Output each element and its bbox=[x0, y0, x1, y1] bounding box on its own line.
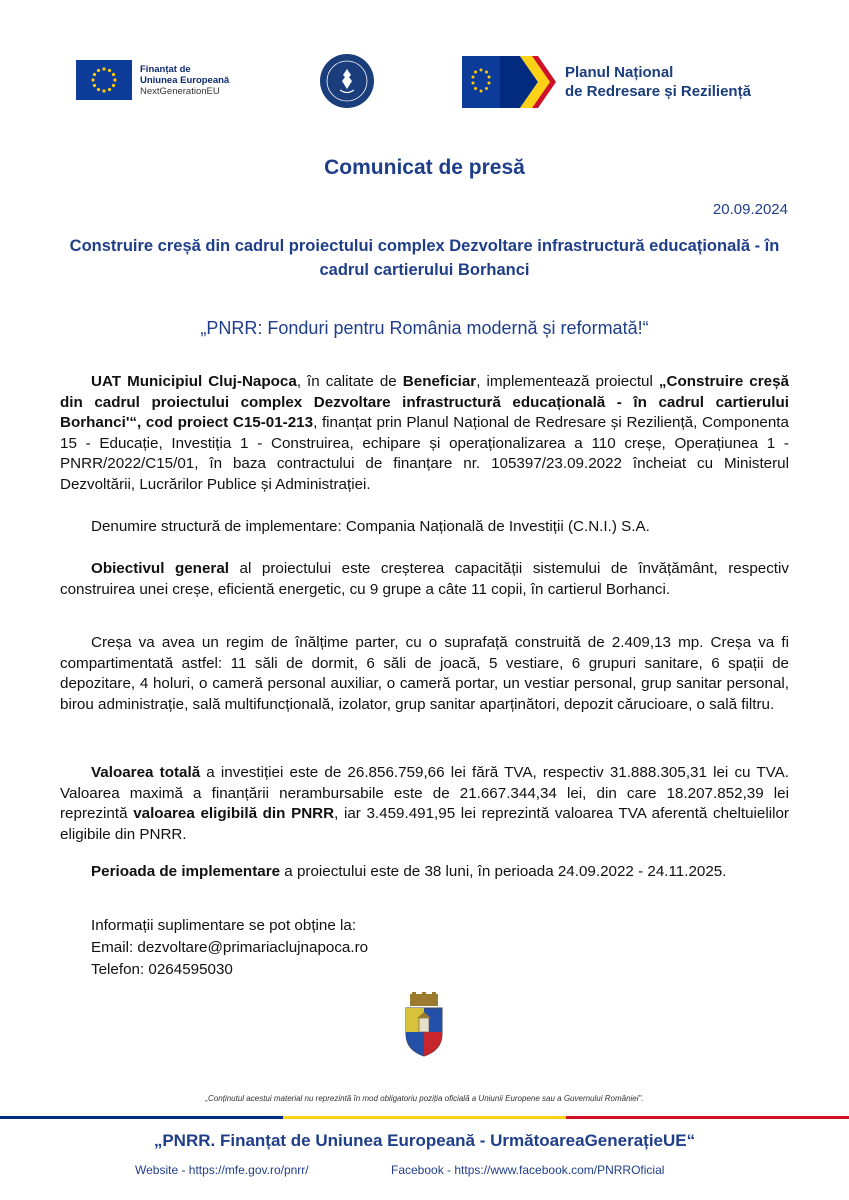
p2-text: al proiectului este creșterea capacității sistemului de învățământ, respectiv construirea unei creșe, eficientă energetic, cu 9 grupe a câte 11 copii, în cartierul Borhanci. bbox=[60, 560, 789, 598]
eu-logo-line2: Uniunea Europeană bbox=[140, 74, 230, 86]
p1-text-1: , în calitate de bbox=[296, 373, 403, 390]
paragraph-objective bbox=[60, 559, 789, 600]
cluj-napoca-crest bbox=[400, 992, 448, 1058]
p4-text-1: a investiției este de 26.856.759,66 lei fără TVA, respectiv 31.888.305,31 lei cu TVA. Valoarea maximă a finanțării nerambursabile este de 21.667.344,34 lei, din care 18.207.852,39 lei reprezintă bbox=[60, 764, 789, 823]
paragraph-implementation-period bbox=[60, 862, 789, 883]
pnrr-logo-text bbox=[565, 63, 751, 101]
beneficiary-label: Beneficiar bbox=[402, 373, 477, 390]
period-label: Perioada de implementare bbox=[91, 863, 281, 880]
footer-facebook-link[interactable]: Facebook - https://www.facebook.com/PNRROficial bbox=[391, 1163, 665, 1177]
footer-website-link[interactable]: Website - https://mfe.gov.ro/pnrr/ bbox=[135, 1163, 309, 1177]
paragraph-building-description: Creșa va avea un regim de înălțime parter, cu o suprafață construită de 2.409,13 mp. Creșa va fi compartimentată astfel: 11 săli de dormit, 6 săli de joacă, 5 vestiare, 6 grupuri sanitare, 6 spații de depozitare, 4 holuri, o cameră personal auxiliar, o cameră portar, un vestiar personal, grup sanitar personal, birou administrație, sală multifuncțională, izolator, grup sanitar aparținători, depozit cărucioare, o sală filtru. bbox=[60, 634, 789, 713]
press-release-date: 20.09.2024 bbox=[712, 201, 788, 218]
objective-label: Obiectivul general bbox=[91, 560, 229, 577]
pnrr-logo-line2: de Redresare și Reziliență bbox=[565, 83, 751, 100]
footer-disclaimer: „Conținutul acestui material nu reprezintă în mod obligatoriu poziția oficială a Uniunii Europene sau a Guvernului României". bbox=[205, 1094, 644, 1103]
pnrr-logo-line1: Planul Național bbox=[565, 64, 674, 81]
paragraph-total-value bbox=[60, 763, 789, 845]
eu-logo-line1: Finanțat de bbox=[140, 63, 191, 75]
eu-flag-icon bbox=[76, 60, 132, 100]
eu-logo-text bbox=[140, 64, 229, 97]
beneficiary-name: UAT Municipiul Cluj-Napoca bbox=[91, 373, 297, 390]
romanian-government-logo bbox=[318, 52, 376, 110]
project-name-code: „Construire creșă din cadrul proiectului complex Dezvoltare infrastructură educațională - în cadrul cartierului Borhanci'“, cod proiect C15-01-213 bbox=[60, 373, 790, 432]
footer-tricolor-bar bbox=[0, 1116, 849, 1119]
project-subtitle: Construire creșă din cadrul proiectului complex Dezvoltare infrastructură educațională - în cadrul cartierului Borhanci bbox=[69, 237, 780, 279]
pnrr-logo bbox=[462, 56, 751, 108]
footer-title: „PNRR. Finanțat de Uniunea Europeană - UrmătoareaGenerațieUE“ bbox=[153, 1131, 696, 1150]
total-value-label: Valoarea totală bbox=[91, 764, 201, 781]
eu-funding-logo bbox=[76, 60, 229, 100]
p4-text-2: , iar 3.459.491,95 lei reprezintă valoarea TVA aferentă cheltuielilor eligibile din PNRR. bbox=[60, 805, 789, 843]
contact-phone: Telefon: 0264595030 bbox=[91, 961, 233, 978]
contact-email: Email: dezvoltare@primariaclujnapoca.ro bbox=[91, 939, 369, 956]
p1-text-2: , implementează proiectul bbox=[476, 373, 659, 390]
eligible-value-label: valoarea eligibilă din PNRR bbox=[133, 805, 335, 823]
pnrr-slogan: „PNRR: Fonduri pentru România modernă și reformată!“ bbox=[200, 318, 649, 338]
pnrr-flag-icon bbox=[462, 56, 557, 108]
p5-text: a proiectului este de 38 luni, în perioada 24.09.2022 - 24.11.2025. bbox=[280, 863, 727, 880]
contact-block bbox=[91, 915, 368, 981]
page-title: Comunicat de presă bbox=[324, 156, 525, 179]
p1-text-3: , finanțat prin Planul Național de Redresare și Reziliență, Componenta 15 - Educație, Investiția 1 - Construirea, echipare și operaționalizarea a 110 creșe, Operațiunea 1 - PNRR/2022/C15/01, în baza contractului de finanțare nr. 105397/23.09.2022 încheiat cu Ministerul Dezvoltării, Lucrărilor Publice și Administrației. bbox=[60, 414, 789, 493]
eu-logo-line3: NextGenerationEU bbox=[140, 85, 220, 97]
paragraph-beneficiary bbox=[60, 372, 789, 496]
paragraph-implementation-structure: Denumire structură de implementare: Compania Națională de Investiții (C.N.I.) S.A. bbox=[91, 518, 650, 535]
contact-intro: Informații suplimentare se pot obține la: bbox=[91, 917, 357, 934]
